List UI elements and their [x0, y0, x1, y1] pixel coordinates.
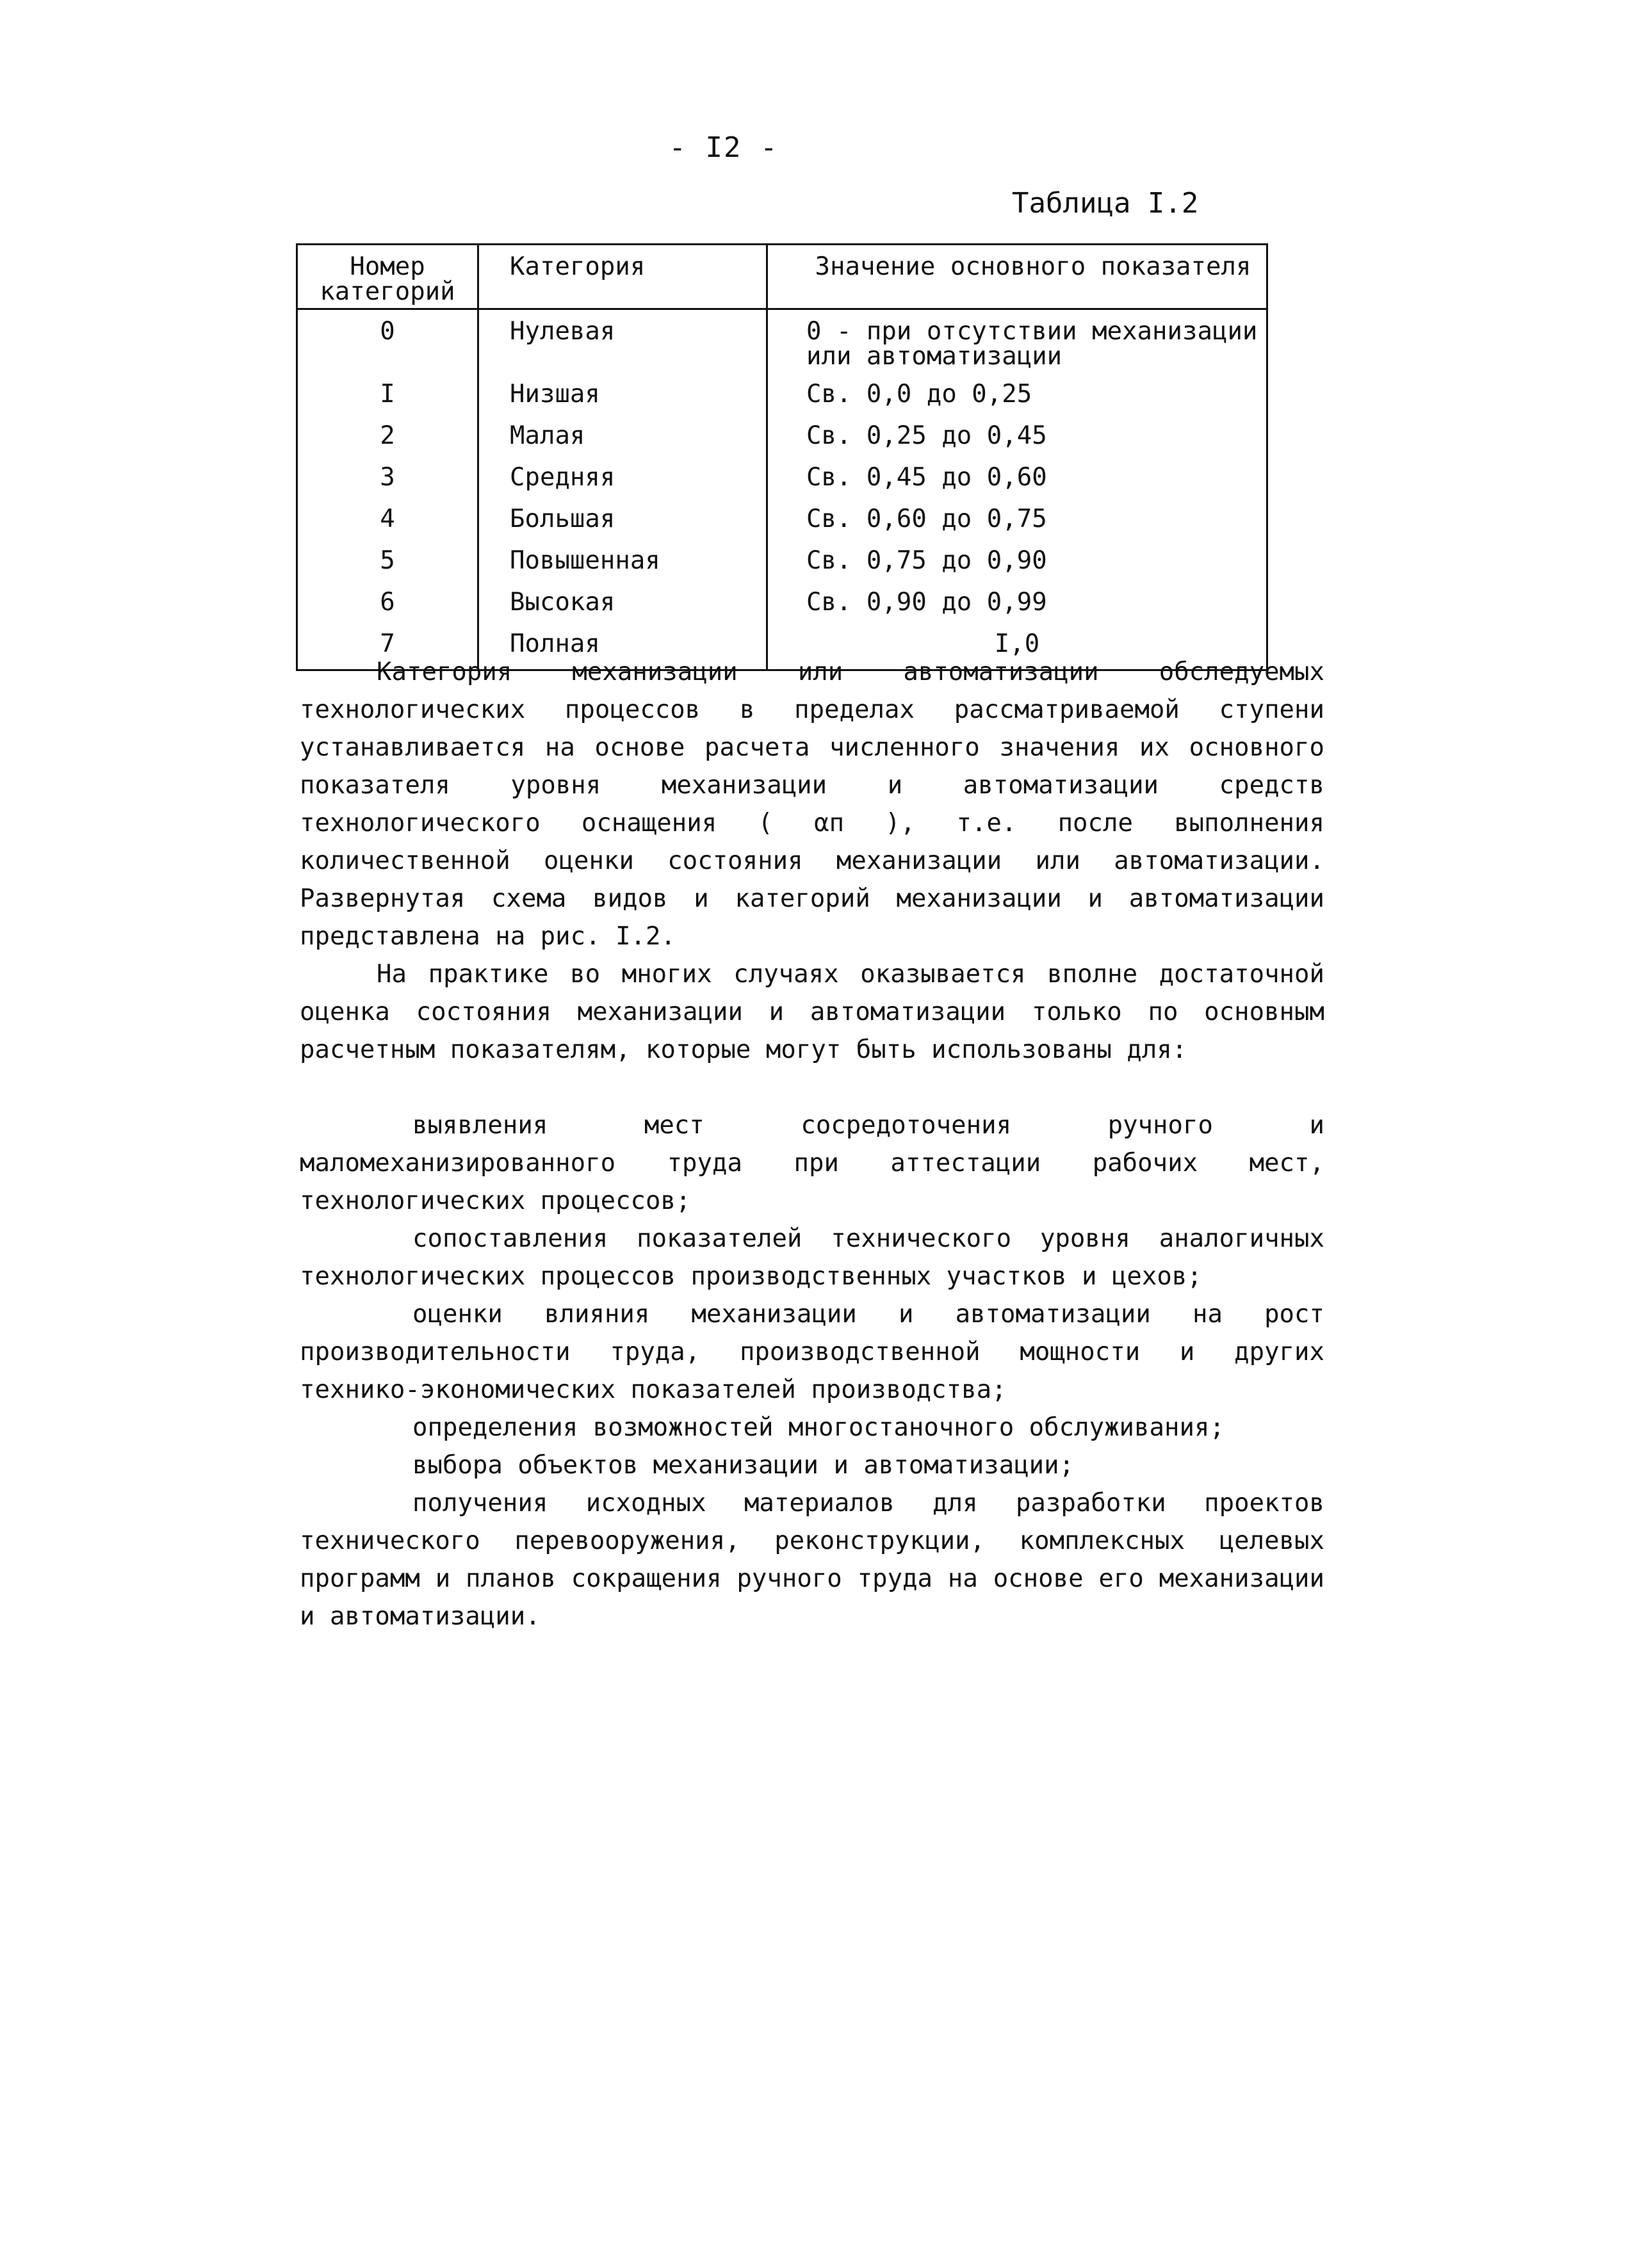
cell-number: 2	[297, 419, 478, 461]
table-row	[297, 419, 1267, 461]
paragraph-category-determination: Категория механизации или автоматизации обследуемых технологических процессов в пределах рассматриваемой ступени устанавливается на основе расчета численного значения их основного показателя уровня механизации и автоматизации средств технологического оснащения ( αп ), т.е. после выполнения количественной оценки состояния механизации или автоматизации. Развернутая схема видов и категорий механизации и автоматизации представлена на рис. I.2.	[300, 658, 1324, 951]
cell-category: Большая	[478, 503, 767, 544]
cell-number: 4	[297, 503, 478, 544]
cell-number: 5	[297, 544, 478, 586]
page-number: - I2 -	[669, 131, 779, 164]
list-item: определения возможностей многостаночного обслуживания;	[412, 1413, 1225, 1442]
cell-category: Средняя	[478, 461, 767, 503]
cell-category: Полная	[478, 628, 767, 670]
body-text	[300, 653, 1324, 1635]
cell-value: Св. 0,25 до 0,45	[767, 419, 1267, 461]
cell-category: Малая	[478, 419, 767, 461]
cell-number: 3	[297, 461, 478, 503]
cell-category: Высокая	[478, 586, 767, 628]
header-category-number: Номер категорий	[297, 245, 478, 309]
cell-value: Св. 0,60 до 0,75	[767, 503, 1267, 544]
cell-number: I	[297, 378, 478, 419]
paragraph-practice: На практике во многих случаях оказывается вполне достаточной оценка состояния механизации и автоматизации только по основным расчетным показателям, которые могут быть использованы для:	[300, 960, 1324, 1064]
cell-category: Повышенная	[478, 544, 767, 586]
cell-value: Св. 0,90 до 0,99	[767, 586, 1267, 628]
table-row	[297, 503, 1267, 544]
table-caption: Таблица I.2	[1012, 187, 1199, 220]
cell-category: Низшая	[478, 378, 767, 419]
header-category: Категория	[478, 245, 767, 309]
table-row	[297, 309, 1267, 378]
cell-category: Нулевая	[478, 309, 767, 378]
cell-value: Св. 0,75 до 0,90	[767, 544, 1267, 586]
table-row	[297, 378, 1267, 419]
table-header-row	[297, 245, 1267, 309]
table-row	[297, 544, 1267, 586]
cell-value: Св. 0,45 до 0,60	[767, 461, 1267, 503]
list-item: получения исходных материалов для разработки проектов технического перевооружения, реконструкции, комплексных целевых программ и планов сокращения ручного труда на основе его механизации и автоматизации.	[300, 1489, 1324, 1631]
table-row	[297, 461, 1267, 503]
table-row	[297, 586, 1267, 628]
usage-list	[300, 1106, 1324, 1635]
header-main-indicator-value: Значение основного показателя	[767, 245, 1267, 309]
cell-value: 0 - при отсутствии механизации или автоматизации	[767, 309, 1267, 378]
cell-number: 7	[297, 628, 478, 670]
cell-number: 6	[297, 586, 478, 628]
category-table	[296, 243, 1268, 671]
cell-number: 0	[297, 309, 478, 378]
list-item: оценки влияния механизации и автоматизации на рост производительности труда, производственной мощности и других технико-экономических показателей производства;	[300, 1300, 1324, 1404]
list-item: сопоставления показателей технического уровня аналогичных технологических процессов производственных участков и цехов;	[300, 1224, 1324, 1291]
list-item: выбора объектов механизации и автоматизации;	[412, 1451, 1075, 1480]
cell-value: I,0	[767, 628, 1267, 670]
cell-value: Св. 0,0 до 0,25	[767, 378, 1267, 419]
list-item: выявления мест сосредоточения ручного и маломеханизированного труда при аттестации рабочих мест, технологических процессов;	[300, 1111, 1324, 1215]
